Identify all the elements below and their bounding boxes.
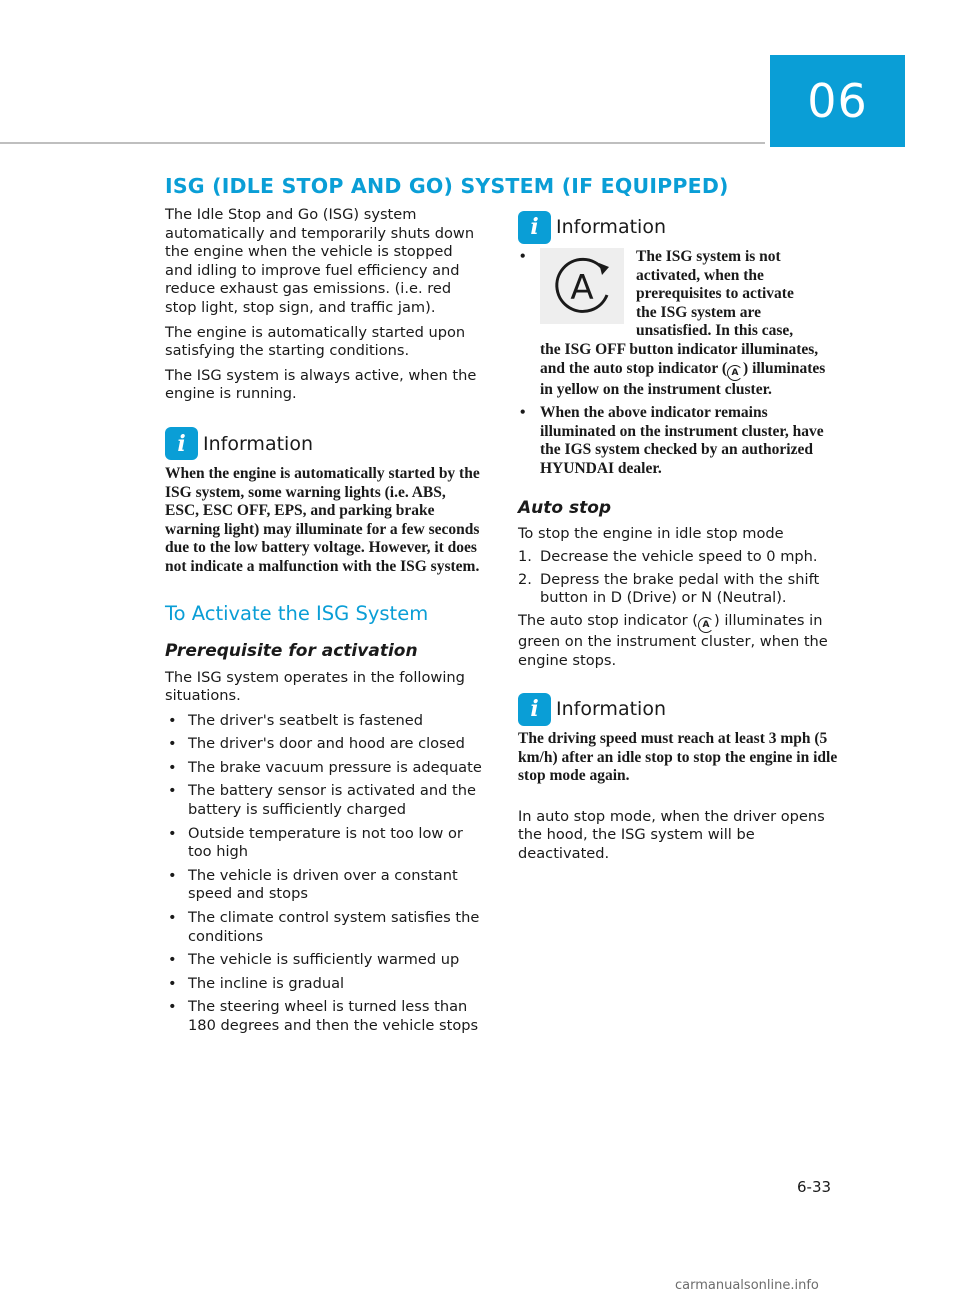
- list-item: • The brake vacuum pressure is adequate: [165, 759, 483, 778]
- info-header: [518, 210, 840, 244]
- info-header: [165, 427, 483, 461]
- watermark: carmanualsonline.info: [675, 1278, 819, 1293]
- section-title: ISG (IDLE STOP AND GO) SYSTEM (IF EQUIPPED): [165, 174, 729, 198]
- intro-paragraph-3: The ISG system is always active, when the engine is running.: [165, 366, 477, 403]
- info-line: unsatisfied. In this case,: [636, 322, 794, 340]
- info-line: the ISG system are: [636, 303, 761, 321]
- list-item: • The vehicle is driven over a constant speed and stops: [165, 867, 483, 904]
- info-bullet-2: • When the above indicator remains illuminated on the instrument cluster, have the IGS system checked by an authorized HYUNDAI dealer.: [520, 404, 824, 477]
- info-text: The driving speed must reach at least 3 mph (5 km/h) after an idle stop to stop the engine in idle stop mode again.: [518, 730, 838, 785]
- list-item: • The battery sensor is activated and the battery is sufficiently charged: [165, 782, 483, 819]
- info-icon: i: [518, 211, 551, 244]
- header-rule: [0, 142, 765, 144]
- info-line: activated, when the: [636, 266, 764, 284]
- right-column: [518, 210, 840, 870]
- isg-off-button-image: [540, 248, 624, 324]
- intro-paragraph-1: The Idle Stop and Go (ISG) system automatically and temporarily shuts down the engine when the vehicle is stopped and idling to improve fuel efficiency and reduce exhaust gas emissions. (i.e. red stop light, stop sign, and traffic jam).: [165, 206, 475, 316]
- list-item: • The steering wheel is turned less than 180 degrees and then the vehicle stops: [165, 998, 483, 1035]
- info-box-right-1: [518, 210, 840, 479]
- list-item: 1. Decrease the vehicle speed to 0 mph.: [518, 548, 818, 566]
- auto-stop-steps: [518, 548, 840, 608]
- list-item: • Outside temperature is not too low or too high: [165, 825, 483, 862]
- auto-stop-icon: A: [727, 365, 743, 381]
- auto-stop-icon: A: [698, 617, 714, 633]
- list-item: • The driver's seatbelt is fastened: [165, 712, 483, 731]
- auto-stop-intro: To stop the engine in idle stop mode: [518, 524, 784, 542]
- svg-text:A: A: [570, 268, 594, 308]
- prerequisite-intro: The ISG system operates in the following situations.: [165, 668, 465, 705]
- info-line: The ISG system is not: [636, 248, 781, 265]
- subsubheading-prerequisite: Prerequisite for activation: [165, 640, 418, 661]
- info-bullet-1: • A The ISG system is not activated, when the prerequisites to activate the ISG system are unsatisfied. In this case, the ISG OFF button indicator illuminates, and the auto stop indicator ( A ) illuminates in yellow on the instrument cluster.: [518, 248, 840, 399]
- page-number: 6-33: [797, 1178, 832, 1196]
- closing-paragraph: In auto stop mode, when the driver opens the hood, the ISG system will be deactivated.: [518, 807, 825, 863]
- info-title: Information: [556, 698, 666, 721]
- info-icon: i: [165, 427, 198, 460]
- list-item: • The incline is gradual: [165, 975, 483, 994]
- info-icon: i: [518, 693, 551, 726]
- auto-stop-heading: Auto stop: [518, 497, 612, 518]
- info-text: When the engine is automatically started by the ISG system, some warning lights (i.e. ABS, ESC, ESC OFF, EPS, and parking brake warning light) may illuminate for a few seconds due to the low battery voltage. However, it does not indicate a malfunction with the ISG system.: [165, 464, 480, 575]
- list-item: • The driver's door and hood are closed: [165, 735, 483, 754]
- info-bullet-1-continued: the ISG OFF button indicator illuminates, and the auto stop indicator ( A ) illuminates in yellow on the instrument cluster.: [540, 340, 826, 398]
- left-column: [165, 206, 483, 1041]
- info-box-left: [165, 427, 483, 577]
- info-title: Information: [556, 216, 666, 238]
- chapter-tab: 06: [770, 55, 905, 147]
- info-title: Information: [203, 432, 313, 455]
- subheading-activate: To Activate the ISG System: [165, 601, 429, 625]
- info-header: [518, 692, 840, 726]
- info-line: prerequisites to activate: [636, 285, 794, 303]
- indicator-paragraph: The auto stop indicator ( A ) illuminates in green on the instrument cluster, when the engine stops.: [518, 611, 828, 669]
- list-item: • The climate control system satisfies the conditions: [165, 909, 483, 946]
- auto-stop-icon: [547, 255, 617, 317]
- list-item: 2. Depress the brake pedal with the shift button in D (Drive) or N (Neutral).: [518, 570, 820, 607]
- info-box-right-2: [518, 692, 840, 786]
- list-item: • The vehicle is sufficiently warmed up: [165, 951, 483, 970]
- intro-paragraph-2: The engine is automatically started upon satisfying the starting conditions.: [165, 323, 466, 360]
- prerequisite-list: [165, 712, 483, 1036]
